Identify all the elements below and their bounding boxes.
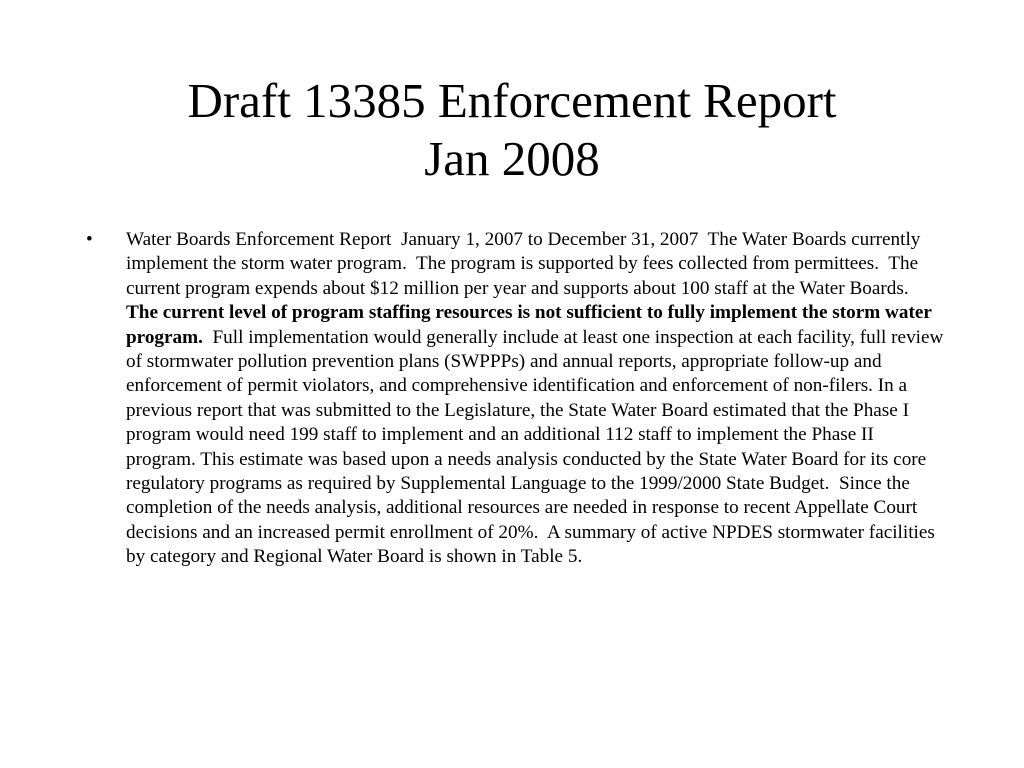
title-line-2: Jan 2008 [424, 131, 600, 186]
paragraph-text-after-bold: Full implementation would generally include at least one inspection at each facility, full review of stormwater pollution prevention plans (SWPPPs) and annual reports, appropriate follow-up and enforcement of permit violators, and comprehensive identification and enforcement of non-filers. In a previous report that was submitted to the Legislature, the State Water Board estimated that the Phase I program would need 199 staff to implement and an additional 112 staff to implement the Phase II program. This estimate was based upon a needs analysis conducted by the State Water Board for its core regulatory programs as required by Supplemental Language to the 1999/2000 State Budget. Since the completion of the needs analysis, additional resources are needed in response to recent Appellate Court decisions and an increased permit enrollment of 20%. A summary of active NPDES stormwater facilities by category and Regional Water Board is shown in Table 5. [126, 326, 949, 568]
bullet-icon: • [86, 229, 93, 250]
title-line-1: Draft 13385 Enforcement Report [187, 73, 837, 128]
paragraph-bold-statement: The current level of program staffing resources is not sufficient to fully implement the storm water program. [126, 302, 932, 348]
paragraph-text-before-bold: Water Boards Enforcement Report January 1, 2007 to December 31, 2007 The Water Boards currently implement the storm water program. The program is supported by fees collected from permittees. The current program expends about $12 million per year and supports about 100 staff at the Water Boards. [126, 229, 928, 299]
bullet-list [86, 228, 949, 570]
slide-title [0, 72, 1024, 188]
bullet-item [86, 228, 949, 570]
